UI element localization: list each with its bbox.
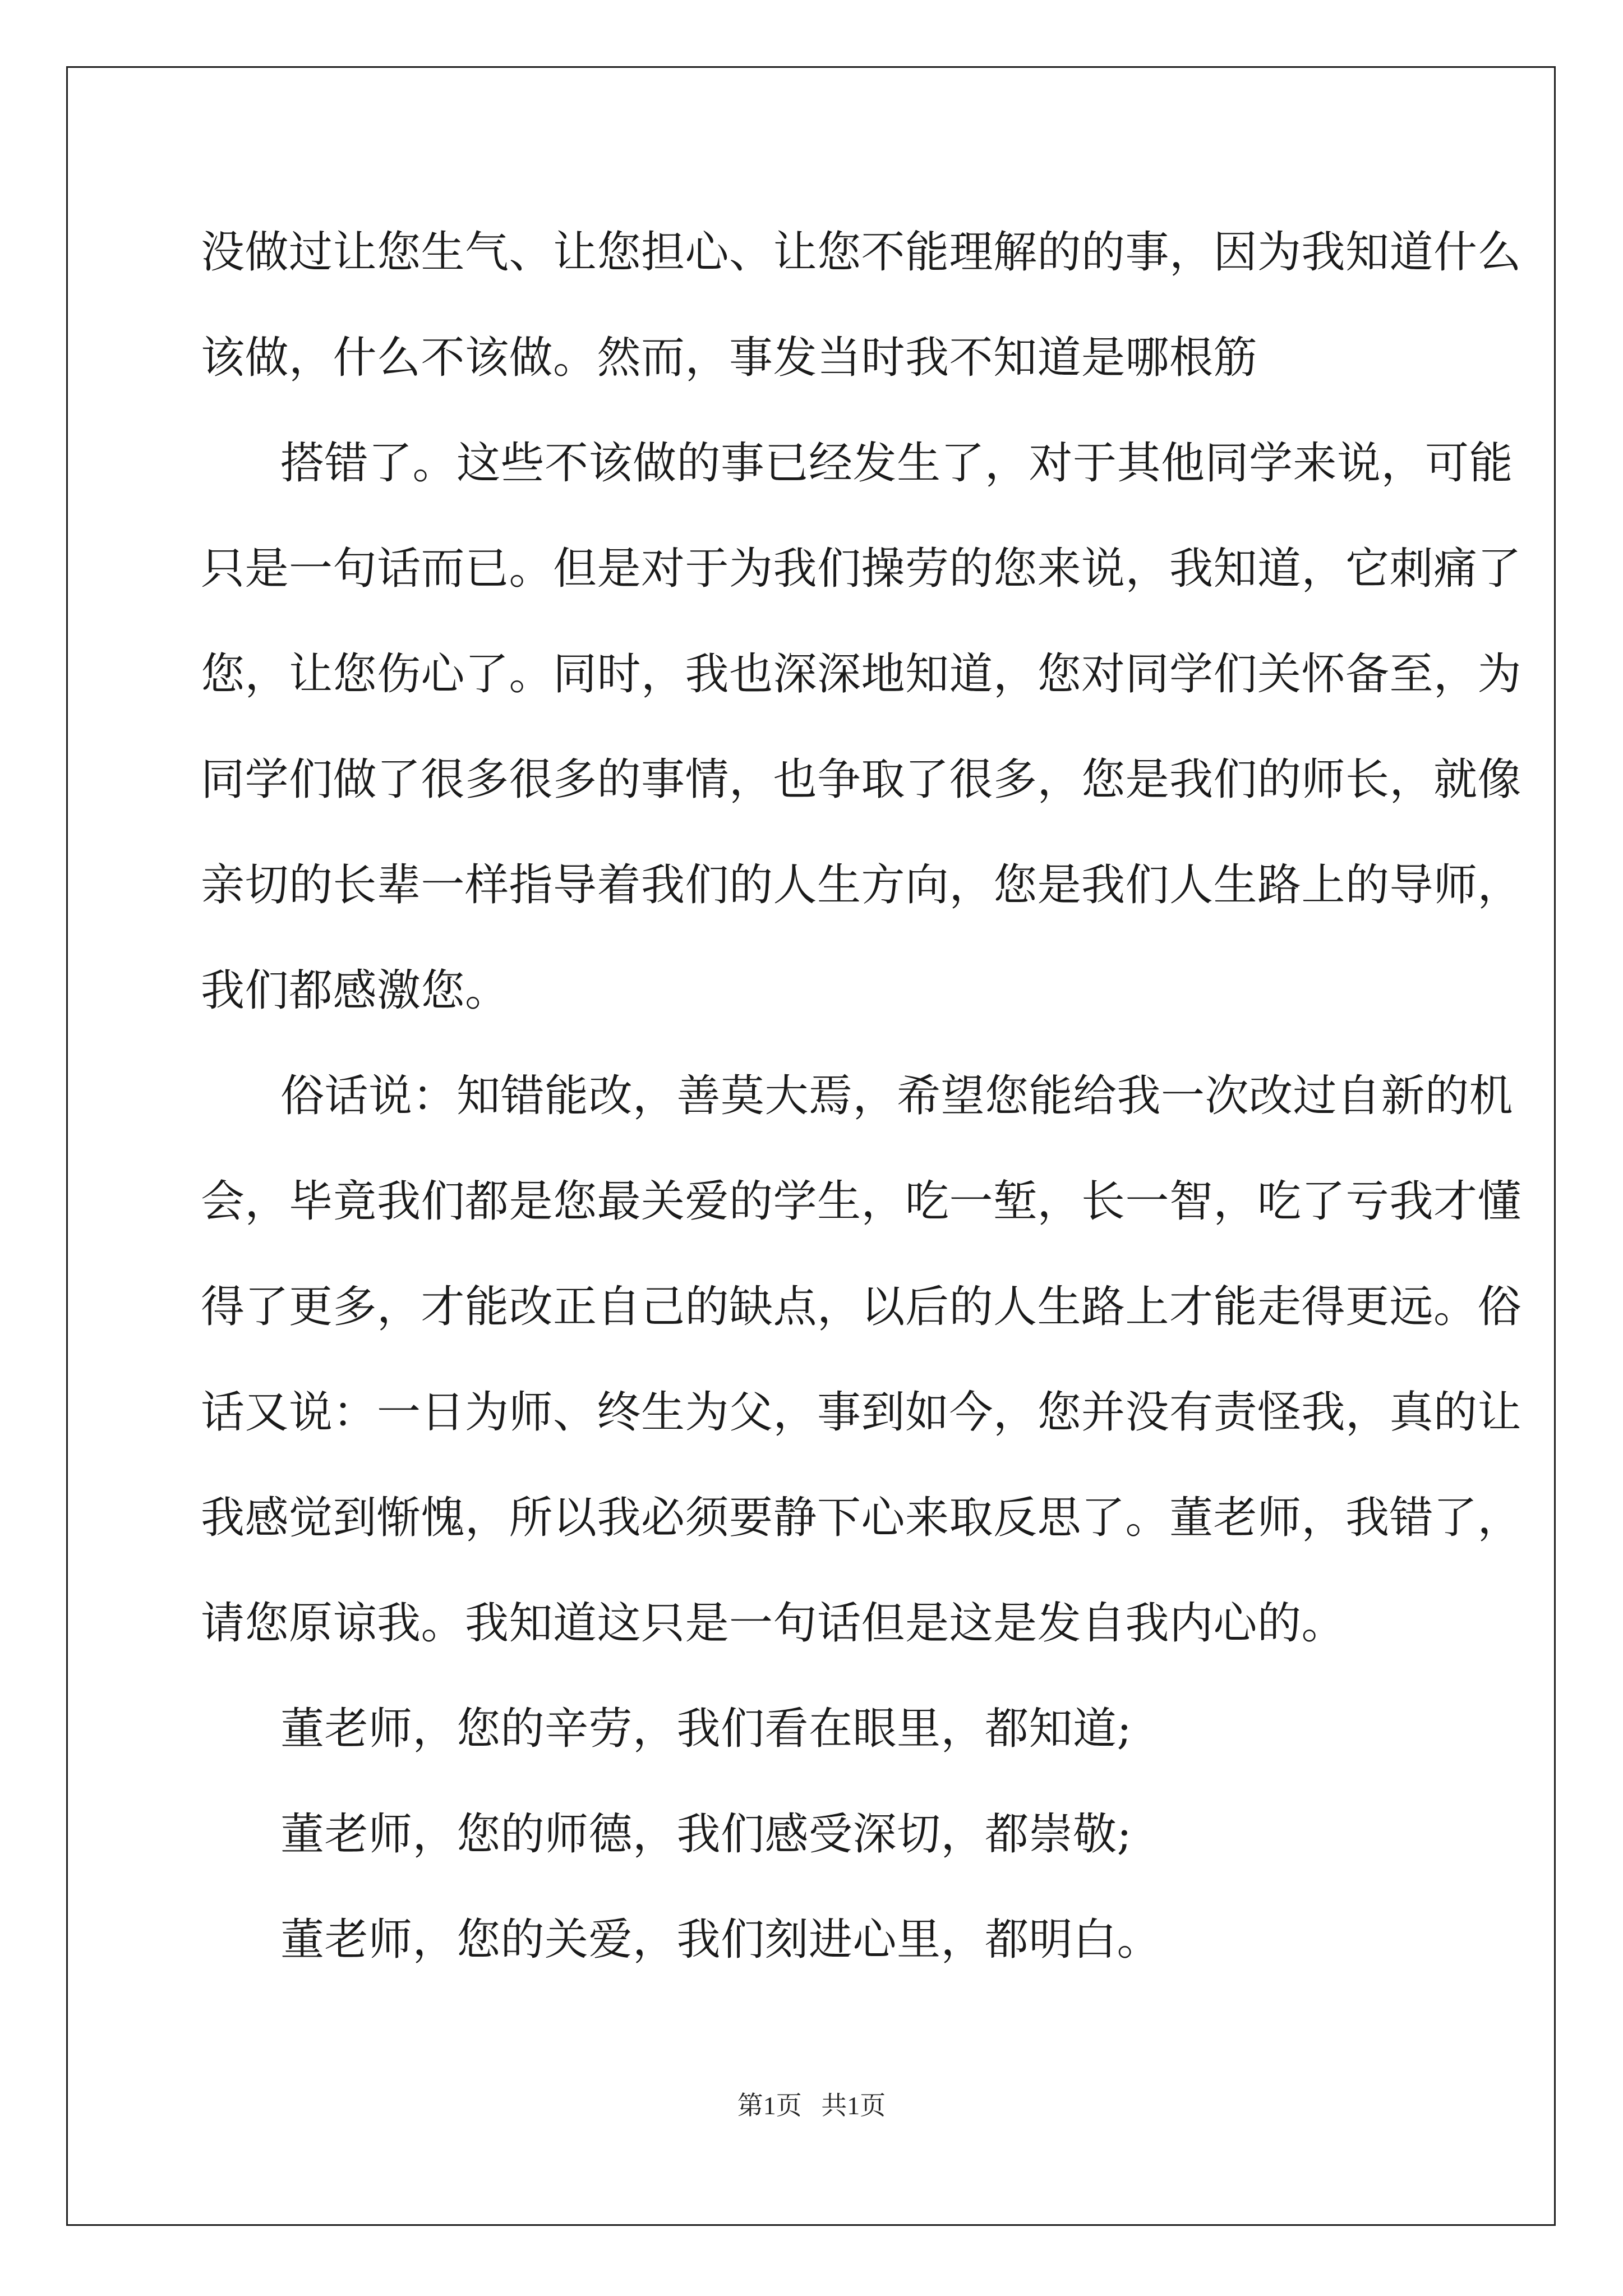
text-line: 董老师，您的师德，我们感受深切，都崇敬; (280, 1809, 1132, 1860)
text-line: 董老师，您的辛劳，我们看在眼里，都知道; (280, 1704, 1132, 1754)
page-border (66, 66, 1556, 2226)
text-line: 俗话说：知错能改，善莫大焉，希望您能给我一次改过自新的机 (280, 1071, 1514, 1121)
page-number-footer: 第1页 共1页 (737, 2091, 886, 2120)
text-line: 同学们做了很多很多的事情，也争取了很多，您是我们的师长，就像 (201, 754, 1522, 805)
text-line: 董老师，您的关爱，我们刻进心里，都明白。 (280, 1915, 1161, 1965)
text-line: 亲切的长辈一样指导着我们的人生方向，您是我们人生路上的导师， (201, 860, 1522, 910)
text-line: 话又说：一日为师、终生为父，事到如今，您并没有责怪我，真的让 (201, 1387, 1522, 1438)
text-line: 会，毕竟我们都是您最关爱的学生，吃一堑，长一智，吃了亏我才懂 (201, 1176, 1522, 1227)
text-line: 搭错了。这些不该做的事已经发生了，对于其他同学来说，可能 (280, 438, 1514, 489)
text-line: 没做过让您生气、让您担心、让您不能理解的的事，因为我知道什么 (201, 227, 1522, 278)
text-line: 该做，什么不该做。然而，事发当时我不知道是哪根筋 (201, 333, 1258, 383)
text-line: 只是一句话而已。但是对于为我们操劳的您来说，我知道，它刺痛了 (201, 544, 1522, 594)
text-line: 您，让您伤心了。同时，我也深深地知道，您对同学们关怀备至，为 (201, 649, 1522, 700)
text-line: 我们都感激您。 (201, 965, 509, 1016)
text-line: 请您原谅我。我知道这只是一句话但是这是发自我内心的。 (201, 1598, 1346, 1649)
text-line: 我感觉到惭愧，所以我必须要静下心来取反思了。董老师，我错了， (201, 1493, 1522, 1543)
text-line: 得了更多，才能改正自己的缺点，以后的人生路上才能走得更远。俗 (201, 1282, 1522, 1332)
